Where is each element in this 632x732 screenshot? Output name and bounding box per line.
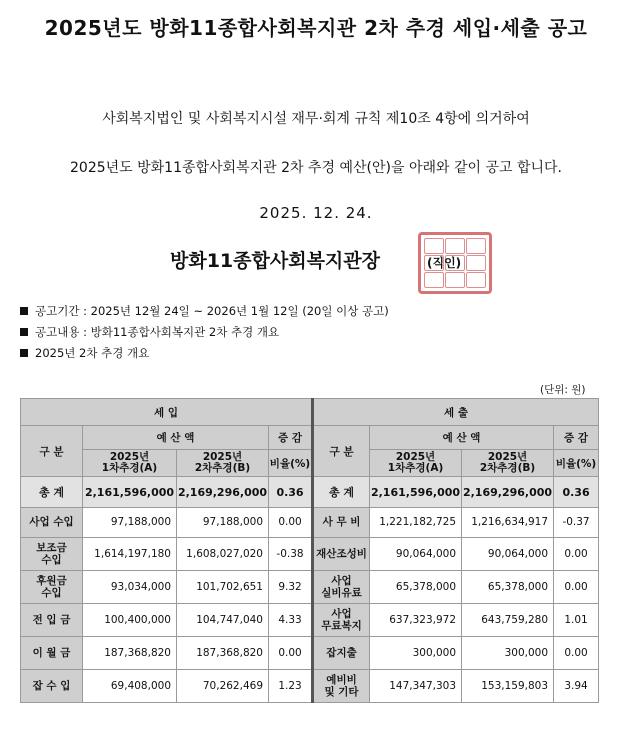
expense-col-b-header: 2025년 2차추경(B) [462,450,554,477]
total-revenue-a: 2,161,596,000 [83,477,177,508]
expense-a: 147,347,303 [370,670,462,703]
table-row [21,637,599,670]
total-revenue-b: 2,169,296,000 [177,477,269,508]
revenue-pct: 0.00 [269,508,313,538]
revenue-pct: 0.00 [269,637,313,670]
total-expense-b: 2,169,296,000 [462,477,554,508]
revenue-b: 97,188,000 [177,508,269,538]
expense-col-a-header: 2025년 1차추경(A) [370,450,462,477]
expense-category: 예비비 및 기타 [313,670,370,703]
expense-a: 1,221,182,725 [370,508,462,538]
revenue-category: 보조금 수입 [21,538,83,571]
revenue-category: 잡 수 입 [21,670,83,703]
expense-pct: 0.00 [554,571,599,604]
revenue-ratio-header: 비율(%) [269,450,313,477]
expense-a: 65,378,000 [370,571,462,604]
total-revenue-pct: 0.36 [269,477,313,508]
expense-category: 사업 무료복지 [313,604,370,637]
revenue-col-a-header: 2025년 1차추경(A) [83,450,177,477]
total-expense-label: 총 계 [313,477,370,508]
revenue-a: 97,188,000 [83,508,177,538]
revenue-col-b-header: 2025년 2차추경(B) [177,450,269,477]
total-row [21,477,599,508]
revenue-budget-header: 예 산 액 [83,426,269,450]
revenue-category-header: 구 분 [21,426,83,477]
expense-pct: 0.00 [554,538,599,571]
table-header-row [21,399,599,426]
revenue-b: 1,608,027,020 [177,538,269,571]
expense-header: 세 출 [313,399,599,426]
revenue-pct: 9.32 [269,571,313,604]
revenue-b: 70,262,469 [177,670,269,703]
expense-pct: 3.94 [554,670,599,703]
revenue-a: 100,400,000 [83,604,177,637]
revenue-a: 187,368,820 [83,637,177,670]
expense-b: 90,064,000 [462,538,554,571]
total-expense-pct: 0.36 [554,477,599,508]
revenue-pct: 4.33 [269,604,313,637]
expense-change-header: 증 감 [554,426,599,450]
announcement-text: 2025년도 방화11종합사회복지관 2차 추경 예산(안)을 아래와 같이 공고 합니다. [70,160,562,176]
expense-category: 재산조성비 [313,538,370,571]
expense-category: 사 무 비 [313,508,370,538]
table-row [21,538,599,571]
expense-pct: 0.00 [554,637,599,670]
table-header-row [21,450,599,477]
expense-pct: -0.37 [554,508,599,538]
expense-category: 사업 실비유료 [313,571,370,604]
table-row [21,571,599,604]
organization-head: 방화11종합사회복지관장 [170,250,380,272]
square-bullet-icon [20,307,28,315]
revenue-b: 104,747,040 [177,604,269,637]
revenue-b: 187,368,820 [177,637,269,670]
expense-b: 300,000 [462,637,554,670]
expense-category: 잡지출 [313,637,370,670]
revenue-category: 사업 수입 [21,508,83,538]
table-row [21,508,599,538]
notice-item [20,303,389,319]
revenue-pct: -0.38 [269,538,313,571]
expense-pct: 1.01 [554,604,599,637]
revenue-a: 93,034,000 [83,571,177,604]
expense-a: 90,064,000 [370,538,462,571]
expense-b: 643,759,280 [462,604,554,637]
notice-summary: 2025년 2차 추경 개요 [35,346,150,360]
legal-basis-text: 사회복지법인 및 사회복지시설 재무·회계 규칙 제10조 4항에 의거하여 [102,111,530,127]
expense-budget-header: 예 산 액 [370,426,554,450]
notice-content: 공고내용 : 방화11종합사회복지관 2차 추경 개요 [35,325,280,339]
unit-label: (단위: 원) [540,384,586,396]
revenue-header: 세 입 [21,399,313,426]
notice-item [20,324,279,340]
table-body [21,508,599,703]
total-expense-a: 2,161,596,000 [370,477,462,508]
expense-b: 1,216,634,917 [462,508,554,538]
revenue-b: 101,702,651 [177,571,269,604]
expense-a: 300,000 [370,637,462,670]
revenue-category: 이 월 금 [21,637,83,670]
table-row [21,670,599,703]
notice-date: 2025. 12. 24. [259,204,373,222]
expense-ratio-header: 비율(%) [554,450,599,477]
expense-category-header: 구 분 [313,426,370,477]
notice-period: 공고기간 : 2025년 12월 24일 ~ 2026년 1월 12일 (20일 이상 공고) [35,304,389,318]
budget-table [20,398,599,703]
revenue-category: 후원금 수입 [21,571,83,604]
revenue-change-header: 증 감 [269,426,313,450]
notice-title: 2025년도 방화11종합사회복지관 2차 추경 세입·세출 공고 [44,16,588,40]
total-label: 총 계 [21,477,83,508]
revenue-category: 전 입 금 [21,604,83,637]
table-header-row [21,426,599,450]
revenue-pct: 1.23 [269,670,313,703]
revenue-a: 1,614,197,180 [83,538,177,571]
table-row [21,604,599,637]
seal-label: (직인) [427,256,462,270]
expense-a: 637,323,972 [370,604,462,637]
revenue-a: 69,408,000 [83,670,177,703]
expense-b: 153,159,803 [462,670,554,703]
notice-item [20,345,149,361]
expense-b: 65,378,000 [462,571,554,604]
square-bullet-icon [20,328,28,336]
square-bullet-icon [20,349,28,357]
